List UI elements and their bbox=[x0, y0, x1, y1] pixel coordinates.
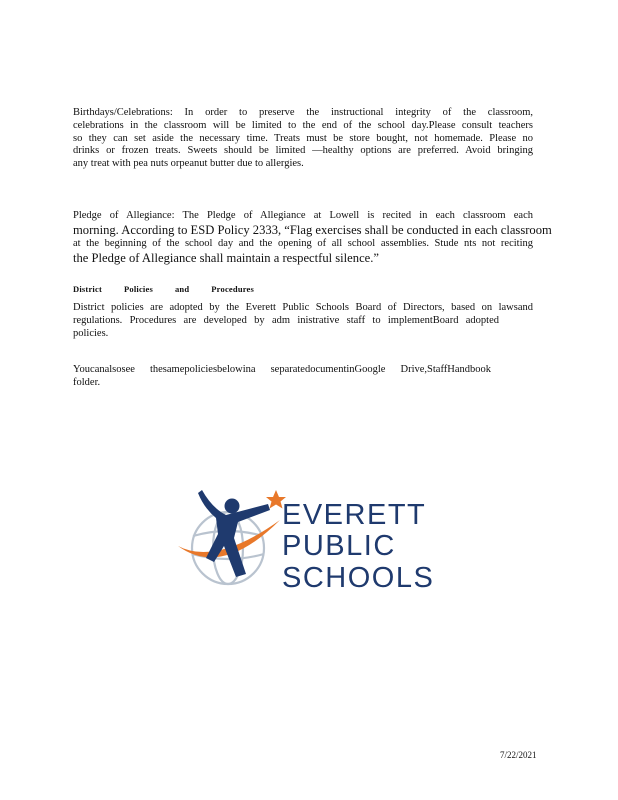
birthdays-celebrations-paragraph bbox=[73, 107, 533, 171]
pledge-of-allegiance-paragraph bbox=[73, 210, 552, 266]
paragraph-line: policies. bbox=[73, 327, 109, 339]
paragraph-line: folder. bbox=[73, 376, 101, 388]
paragraph-line: Youcanalsosee thesamepoliciesbelowina separatedocumentinGoogle Drive,StaffHandbook bbox=[73, 364, 491, 375]
paragraph-line: morning. According to ESD Policy 2333, “Flag exercises shall be conducted in each classroom bbox=[73, 222, 552, 237]
paragraph-line: any treat with pea nuts orpeanut butter due to allergies. bbox=[73, 158, 304, 170]
heading-word: Policies bbox=[123, 284, 153, 294]
paragraph-line: Birthdays/Celebrations: In order to preserve the instructional integrity of the classroom, bbox=[73, 107, 533, 118]
paragraph-line: Pledge of Allegiance: The Pledge of Allegiance at Lowell is recited in each classroom each bbox=[73, 210, 533, 221]
logo-line-public: PUBLIC bbox=[282, 530, 396, 562]
paragraph-line: drinks or frozen treats. Sweets should be limited —healthy options are preferred. Avoid bringing bbox=[73, 145, 533, 157]
paragraph-line: the Pledge of Allegiance shall maintain a respectful silence.” bbox=[73, 250, 379, 265]
footer-date: 7/22/2021 bbox=[500, 750, 537, 760]
district-policies-paragraph bbox=[73, 302, 533, 340]
paragraph-line: regulations. Procedures are developed by adm inistrative staff to implementBoard adopted bbox=[73, 314, 499, 326]
paragraph-line: so they can set aside the necessary time. Treats must be store bought, not homemade. Please no bbox=[73, 132, 533, 144]
paragraph-line: District policies are adopted by the Everett Public Schools Board of Directors, based on lawsand bbox=[73, 302, 533, 313]
paragraph-line: celebrations in the classroom will be limited to the end of the school day.Please consult teachers bbox=[73, 119, 533, 131]
heading-word: Procedures bbox=[211, 284, 255, 294]
district-policies-heading bbox=[73, 284, 276, 294]
heading-word: and bbox=[174, 284, 190, 294]
logo-line-schools: SCHOOLS bbox=[282, 562, 435, 594]
paragraph-line: at the beginning of the school day and the opening of all school assemblies. Stude nts not reciting bbox=[73, 237, 533, 249]
logo-line-everett: EVERETT bbox=[282, 499, 427, 531]
heading-word: District bbox=[73, 284, 102, 294]
everett-public-schools-logo bbox=[176, 482, 446, 600]
also-see-paragraph bbox=[73, 364, 533, 390]
